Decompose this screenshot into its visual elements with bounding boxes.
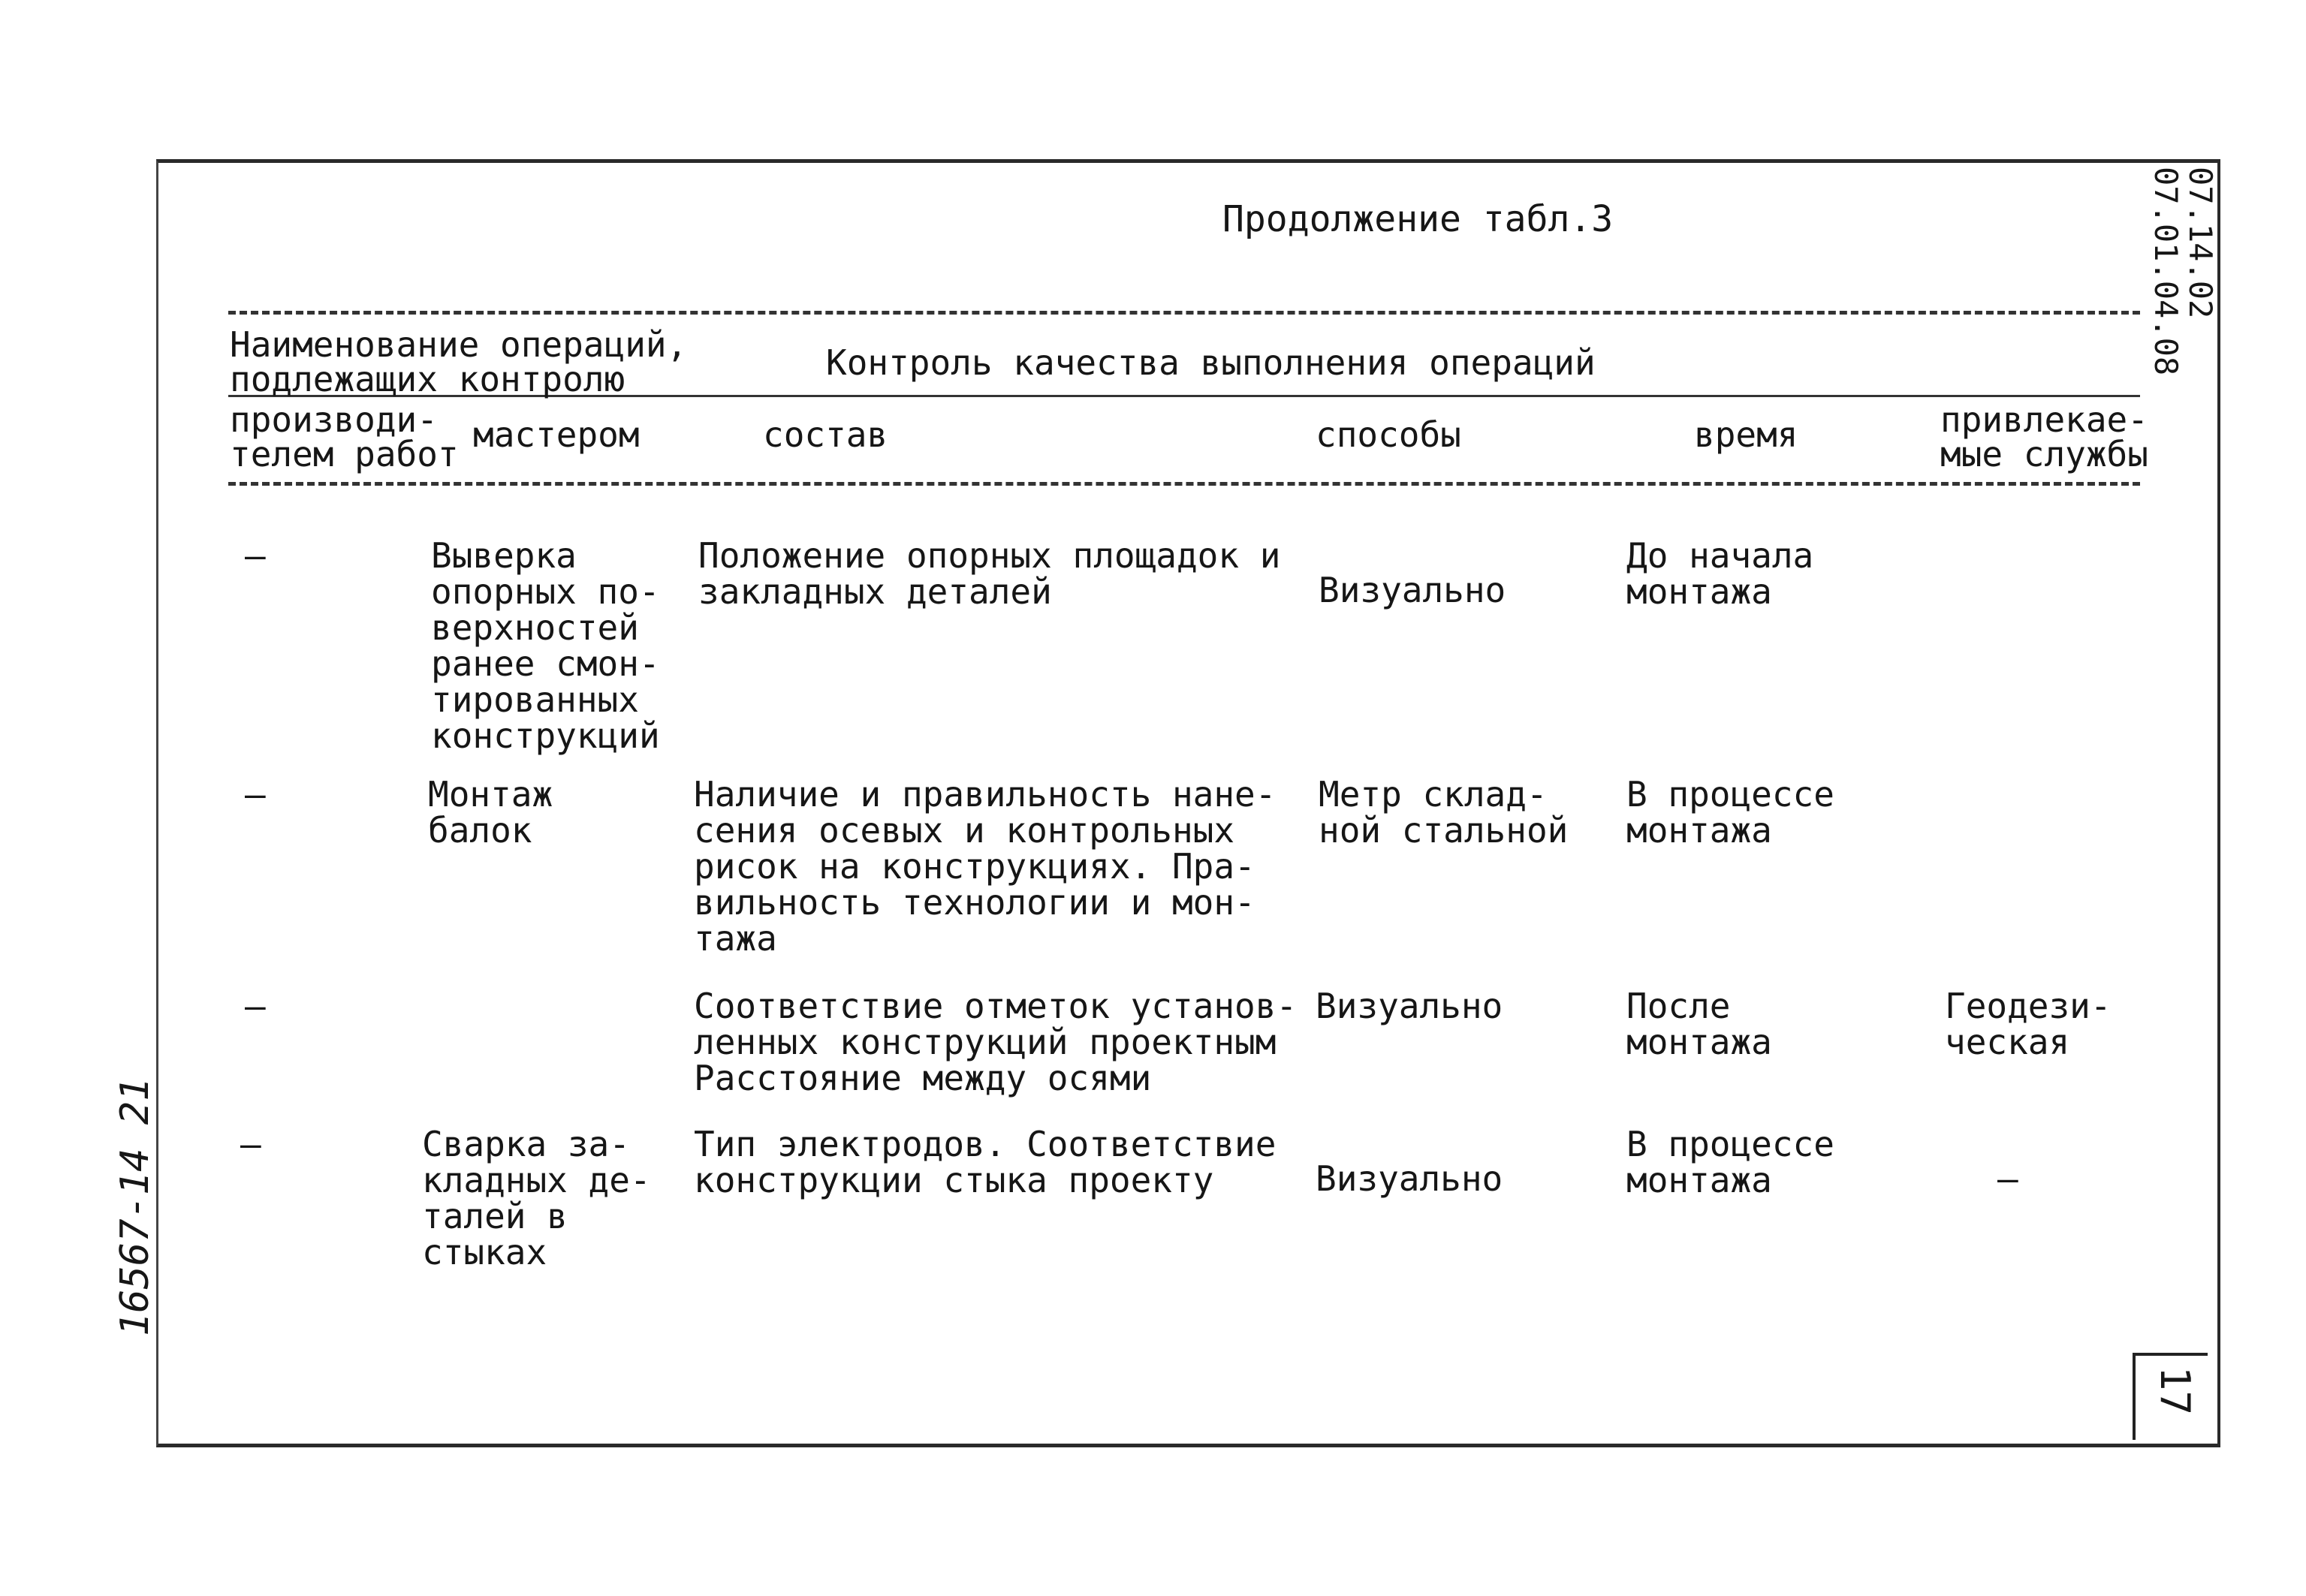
row3-time: После монтажа: [1626, 986, 1772, 1062]
row4-composition: Тип электродов. Соответствие конструкции стыка проекту: [694, 1124, 1277, 1200]
col-header-services: привлекае- мые службы: [1940, 399, 2148, 474]
row1-composition: Положение опорных площадок и закладных деталей: [698, 535, 1281, 612]
row4-methods: Визуально: [1316, 1158, 1503, 1199]
row3-services: Геодези- ческая: [1945, 986, 2112, 1062]
row1-methods: Визуально: [1319, 570, 1506, 610]
col-header-producer: производи- телем работ: [230, 399, 459, 474]
row2-time: В процессе монтажа: [1626, 774, 1834, 851]
row3-producer: –: [245, 986, 266, 1026]
row1-master: Выверка опорных по- верхностей ранее смон- тированных конструкций: [431, 535, 660, 756]
row2-methods: Метр склад- ной стальной: [1319, 774, 1569, 851]
row1-producer: –: [245, 535, 266, 576]
col-header-time: время: [1694, 414, 1798, 455]
col-header-master: мастером: [473, 414, 640, 455]
row4-producer: –: [240, 1124, 261, 1164]
row4-master: Сварка за- кладных де- талей в стыках: [422, 1124, 651, 1272]
row3-methods: Визуально: [1316, 986, 1503, 1026]
row1-time: До начала монтажа: [1626, 535, 1814, 612]
page-number: 17: [2151, 1366, 2199, 1416]
header-quality-group: Контроль качества выполнения операций: [826, 342, 1596, 383]
left-margin-note: 16567-14 21: [113, 1077, 158, 1336]
row2-master: Монтаж балок: [428, 774, 553, 851]
row3-composition: Соответствие отметок установ- ленных конструкций проектным Расстояние между осями: [694, 986, 1298, 1098]
header-bottom-dashed-line: [228, 482, 2140, 486]
header-operations-group: Наименование операций, подлежащих контролю: [230, 324, 688, 399]
row4-services: –: [1997, 1158, 2018, 1199]
row2-composition: Наличие и правильность нане- сения осевых и контрольных рисок на конструкциях. Пра- вильность технологии и мон- тажа: [694, 774, 1277, 959]
side-code-1: 07.14.02: [2182, 167, 2219, 319]
side-code-2: 07.01.04.08: [2148, 167, 2184, 376]
col-header-composition: состав: [763, 414, 888, 455]
row4-time: В процессе монтажа: [1626, 1124, 1834, 1200]
col-header-methods: способы: [1316, 414, 1461, 455]
header-top-dashed-line: [228, 311, 2140, 315]
row2-producer: –: [245, 774, 266, 815]
table-caption: Продолжение табл.3: [1222, 198, 1614, 240]
